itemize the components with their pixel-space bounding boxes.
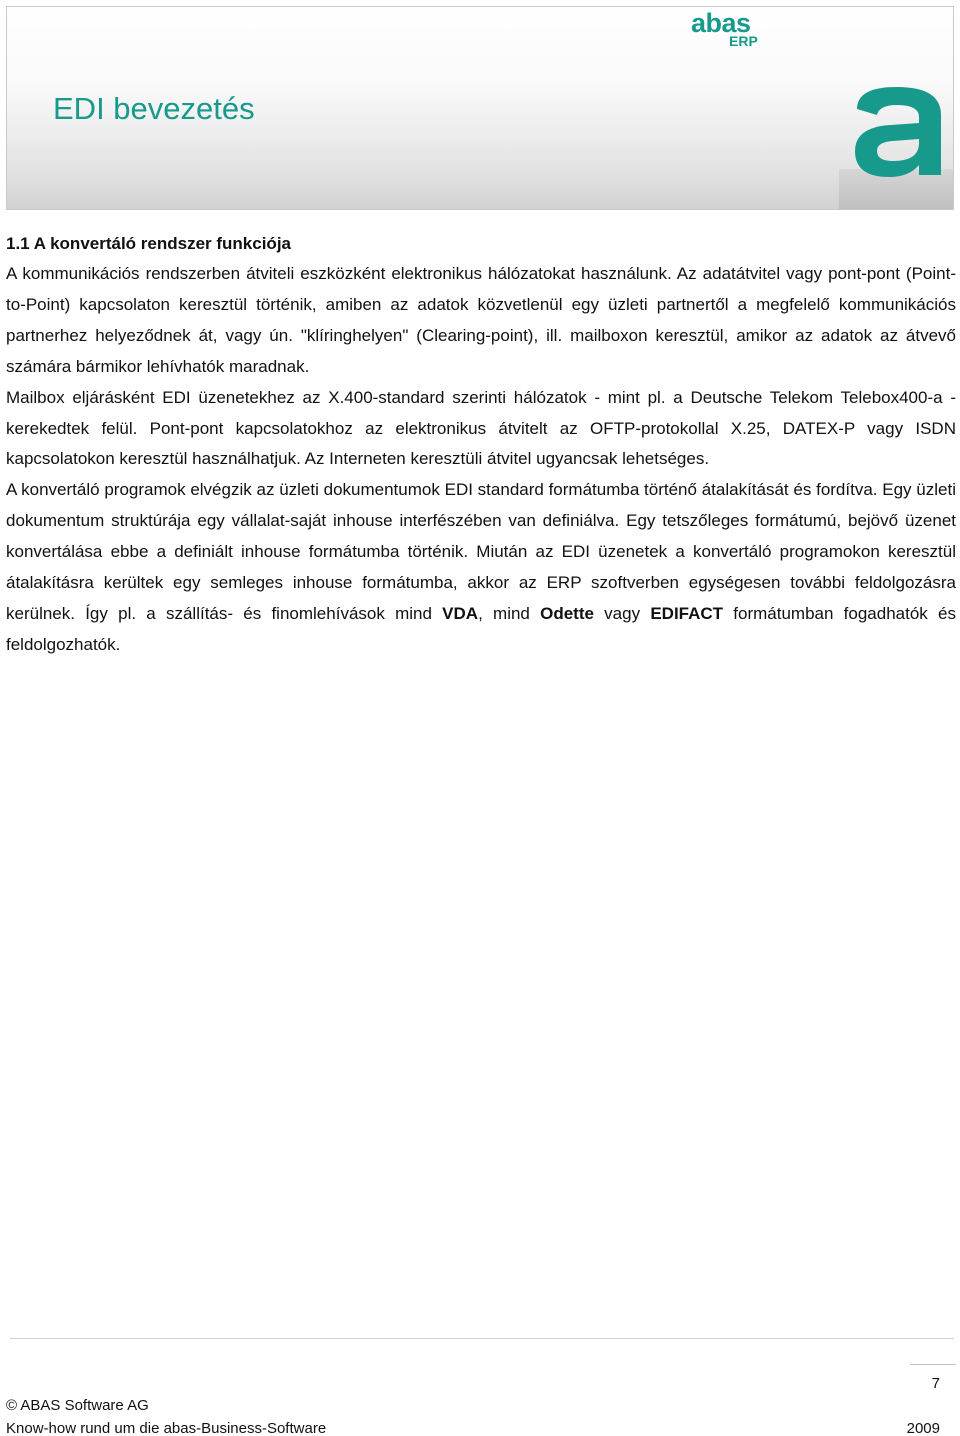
format-odette: Odette — [540, 603, 594, 623]
page-title: EDI bevezetés — [53, 91, 255, 126]
paragraph-3-text: A konvertáló programok elvégzik az üzleti dokumentumok EDI standard formátumba történő átalakítását és fordítva. Egy üzleti dokumentum struktúrája egy vállalat-saját inhouse interfészében van definiálva. Egy tetszőleges formátumú, bejövő üzenet konvertálása ebbe a definiált inhouse formátumba történik. Miután az EDI üzenetek a konvertáló programokon keresztül átalakításra kerültek egy semleges inhouse formátumba, akkor az ERP szoftverben egységesen további feldolgozásra kerülnek. Így pl. a szállítás- és finomlehívások mind — [6, 480, 956, 623]
brand-name: abas — [691, 8, 751, 38]
main-content — [6, 228, 956, 661]
section-heading: 1.1 A konvertáló rendszer funkciója — [6, 234, 291, 253]
footer-divider — [10, 1338, 954, 1339]
brand-sub: ERP — [729, 33, 758, 49]
page-number: 7 — [931, 1375, 940, 1392]
footer-year: 2009 — [906, 1420, 940, 1436]
paragraph-3 — [6, 475, 956, 660]
abas-a-logo-icon — [839, 79, 954, 210]
paragraph-1: A kommunikációs rendszerben átviteli eszközként elektronikus hálózatokat használunk. Az adatátvitel vagy pont-pont (Point-to-Point) kapcsolaton keresztül történik, amiben az adatok közvetlenül egy üzleti partnertől a megfelelő kommunikációs partnerhez helyeződnek át, vagy ún. "klíringhelyen" (Clearing-point), ill. mailboxon keresztül, amikor az adatok az átvevő számára bármikor lehívhatók maradnak. — [6, 264, 956, 376]
copyright: © ABAS Software AG — [6, 1397, 149, 1414]
separator-2: vagy — [593, 603, 651, 623]
paragraph-2: Mailbox eljárásként EDI üzenetekhez az X.400-standard szerinti hálózatok - mint pl. a Deutsche Telekom Telebox400-a - kerekedtek felül. Pont-pont kapcsolatokhoz az elektronikus átvitelt az OFTP-protokollal X.25, DATEX-P vagy ISDN kapcsolatokon keresztül használhatjuk. Az Interneten keresztüli átvitel ugyancsak lehetséges. — [6, 387, 956, 469]
paragraph-3-end: formátumban fogadhatók és feldolgozhatók. — [6, 603, 956, 654]
footer-tagline: Know-how rund um die abas-Business-Software — [6, 1420, 327, 1436]
format-edifact: EDIFACT — [650, 603, 724, 623]
separator-1: , mind — [478, 603, 541, 623]
page-number-divider — [910, 1364, 956, 1365]
format-vda: VDA — [442, 603, 479, 623]
header-banner — [6, 6, 954, 210]
brand-logo — [691, 9, 769, 49]
